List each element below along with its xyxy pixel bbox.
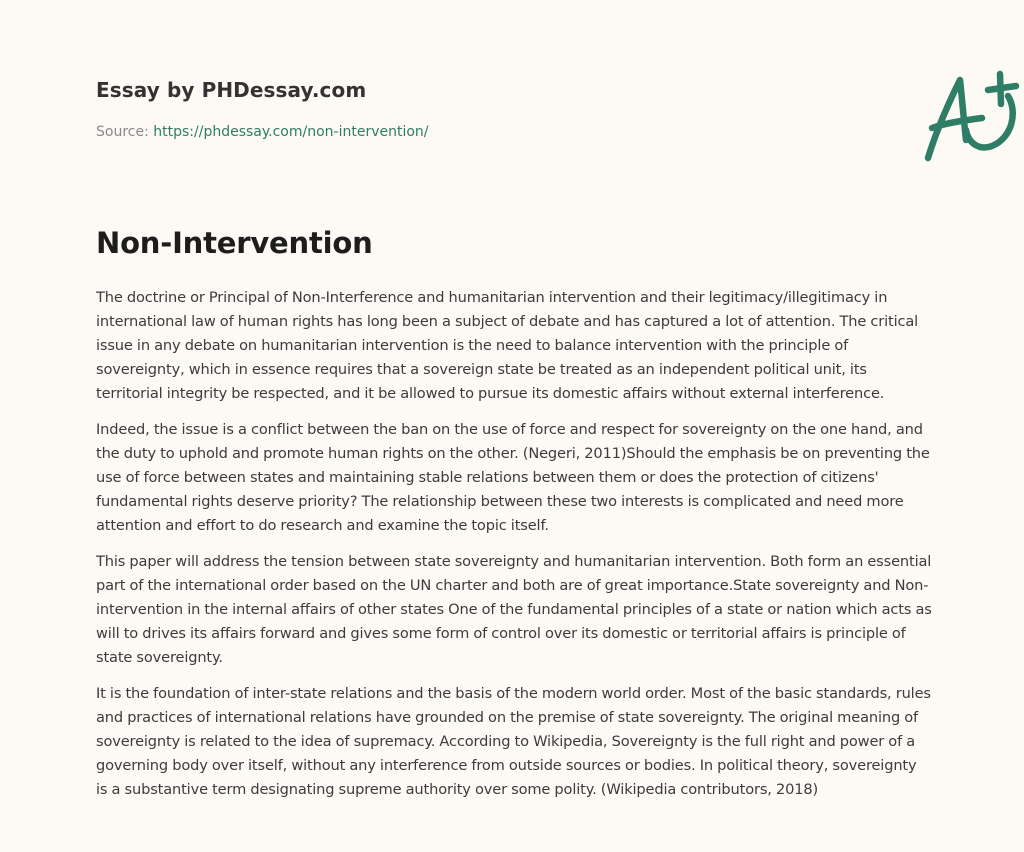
source-link[interactable]: https://phdessay.com/non-intervention/ [153, 124, 429, 140]
site-header-title: Essay by PHDessay.com [96, 78, 367, 102]
essay-body [96, 286, 932, 814]
essay-paragraph-2: Indeed, the issue is a conflict between the ban on the use of force and respect for sovereignty on the one hand, and the duty to uphold and promote human rights on the other. (Negeri, 2011)Should the emphasis be on preventing the use of force between states and maintaining stable relations between them or does the protection of citizens' fundamental rights deserve priority? The relationship between these two interests is complicated and need more attention and effort to do research and examine the topic itself. [96, 421, 930, 534]
a-plus-grade-icon [920, 68, 1024, 164]
essay-paragraph-4: It is the foundation of inter-state relations and the basis of the modern world order. Most of the basic standards, rules and practices of international relations have grounded on the premise of state sovereignty. The original meaning of sovereignty is related to the idea of supremacy. According to Wikipedia, Sovereignty is the full right and power of a governing body over itself, without any interference from outside sources or bodies. In political theory, sovereignty is a substantive term designating supreme authority over some polity. (Wikipedia contributors, 2018) [96, 685, 931, 798]
essay-paragraph-1: The doctrine or Principal of Non-Interference and humanitarian intervention and their legitimacy/illegitimacy in international law of human rights has long been a subject of debate and has captured a lot of attention. The critical issue in any debate on humanitarian intervention is the need to balance intervention with the principle of sovereignty, which in essence requires that a sovereign state be treated as an independent political unit, its territorial integrity be respected, and it be allowed to pursue its domestic affairs without external interference. [96, 289, 919, 402]
source-label: Source: [96, 124, 154, 140]
essay-paragraph-3: This paper will address the tension between state sovereignty and humanitarian intervention. Both form an essential part of the international order based on the UN charter and both are of great importance.State sovereignty and Non-intervention in the internal affairs of other states One of the fundamental principles of a state or nation which acts as will to drives its affairs forward and gives some form of control over its domestic or territorial affairs is principle of state sovereignty. [96, 553, 932, 666]
source-line [96, 124, 429, 140]
essay-title: Non-Intervention [96, 226, 373, 260]
